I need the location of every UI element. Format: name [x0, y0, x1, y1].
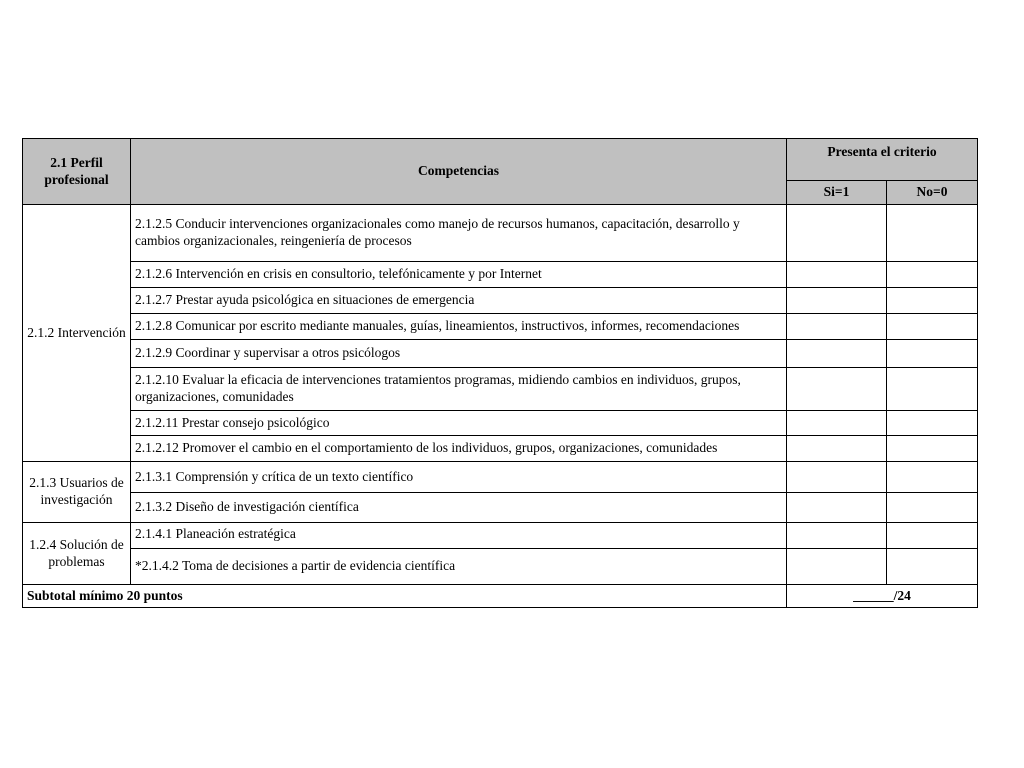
no-cell[interactable] — [887, 205, 978, 262]
table-row — [23, 549, 978, 585]
no-cell[interactable] — [887, 262, 978, 288]
yes-cell[interactable] — [787, 314, 887, 340]
no-cell[interactable] — [887, 549, 978, 585]
table-row — [23, 368, 978, 411]
group-label-solucion: 1.2.4 Solución de problemas — [23, 523, 131, 585]
yes-cell[interactable] — [787, 288, 887, 314]
yes-cell[interactable] — [787, 262, 887, 288]
no-cell[interactable] — [887, 462, 978, 493]
header-yes: Si=1 — [787, 181, 887, 205]
competency-text: 2.1.2.5 Conducir intervenciones organizacionales como manejo de recursos humanos, capacitación, desarrollo y cambios organizacionales, reingeniería de procesos — [131, 205, 787, 262]
header-profile: 2.1 Perfil profesional — [23, 139, 131, 205]
header-criterion: Presenta el criterio — [787, 139, 978, 181]
table-row — [23, 314, 978, 340]
competency-text: 2.1.2.9 Coordinar y supervisar a otros psicólogos — [131, 340, 787, 368]
group-label-intervencion: 2.1.2 Intervención — [23, 205, 131, 462]
competency-text: 2.1.2.11 Prestar consejo psicológico — [131, 411, 787, 436]
competency-text: 2.1.2.10 Evaluar la eficacia de intervenciones tratamientos programas, midiendo cambios en individuos, grupos, organizaciones, comunidades — [131, 368, 787, 411]
table-row — [23, 436, 978, 462]
header-competencies: Competencias — [131, 139, 787, 205]
criteria-table — [22, 138, 978, 608]
table-row — [23, 340, 978, 368]
group-label-usuarios: 2.1.3 Usuarios de investigación — [23, 462, 131, 523]
no-cell[interactable] — [887, 340, 978, 368]
competency-text: 2.1.2.8 Comunicar por escrito mediante manuales, guías, lineamientos, instructivos, informes, recomendaciones — [131, 314, 787, 340]
competency-text: 2.1.3.1 Comprensión y crítica de un texto científico — [131, 462, 787, 493]
no-cell[interactable] — [887, 368, 978, 411]
yes-cell[interactable] — [787, 523, 887, 549]
table-row — [23, 205, 978, 262]
table-row — [23, 523, 978, 549]
yes-cell[interactable] — [787, 462, 887, 493]
table-row — [23, 493, 978, 523]
no-cell[interactable] — [887, 314, 978, 340]
subtotal-row — [23, 585, 978, 608]
yes-cell[interactable] — [787, 493, 887, 523]
no-cell[interactable] — [887, 411, 978, 436]
yes-cell[interactable] — [787, 368, 887, 411]
yes-cell[interactable] — [787, 411, 887, 436]
yes-cell[interactable] — [787, 340, 887, 368]
table-row — [23, 262, 978, 288]
subtotal-label: Subtotal mínimo 20 puntos — [23, 585, 787, 608]
subtotal-score: ______/24 — [787, 585, 978, 608]
no-cell[interactable] — [887, 436, 978, 462]
table-row — [23, 288, 978, 314]
yes-cell[interactable] — [787, 205, 887, 262]
competency-text: *2.1.4.2 Toma de decisiones a partir de evidencia científica — [131, 549, 787, 585]
table-row — [23, 411, 978, 436]
no-cell[interactable] — [887, 493, 978, 523]
yes-cell[interactable] — [787, 549, 887, 585]
competency-text: 2.1.4.1 Planeación estratégica — [131, 523, 787, 549]
competency-text: 2.1.2.6 Intervención en crisis en consultorio, telefónicamente y por Internet — [131, 262, 787, 288]
table-row — [23, 462, 978, 493]
criteria-body — [23, 205, 978, 608]
competency-text: 2.1.2.12 Promover el cambio en el comportamiento de los individuos, grupos, organizaciones, comunidades — [131, 436, 787, 462]
competency-text: 2.1.2.7 Prestar ayuda psicológica en situaciones de emergencia — [131, 288, 787, 314]
yes-cell[interactable] — [787, 436, 887, 462]
no-cell[interactable] — [887, 288, 978, 314]
competency-text: 2.1.3.2 Diseño de investigación científica — [131, 493, 787, 523]
no-cell[interactable] — [887, 523, 978, 549]
header-no: No=0 — [887, 181, 978, 205]
